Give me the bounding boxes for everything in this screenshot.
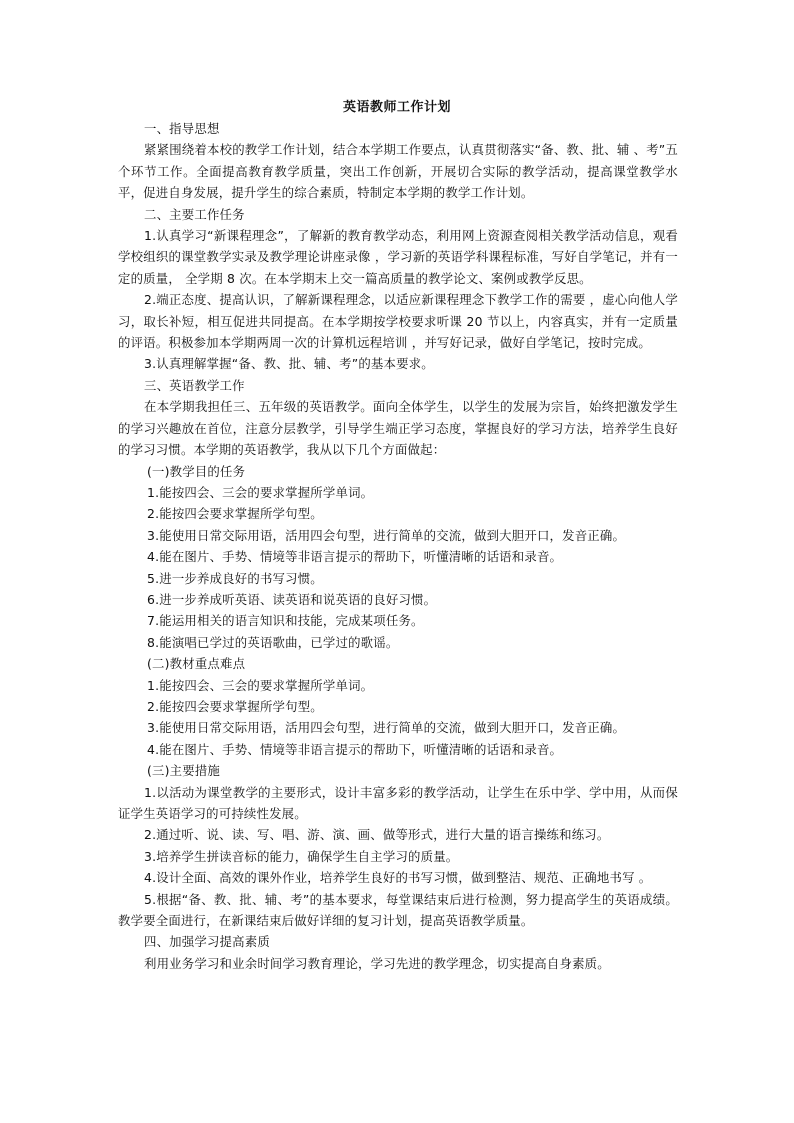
paragraph: 4.能在图片、手势、情境等非语言提示的帮助下，听懂清晰的话语和录音。 xyxy=(147,741,563,757)
paragraph: 4.设计全面、高效的课外作业，培养学生良好的书写习惯，做到整洁、规范、正确地书写 。 xyxy=(144,870,652,886)
paragraph: 5.根据“备、教、批、辅、考”的基本要求，每堂课结束后进行检测，努力提高学生的英语成绩。教学要全面进行，在新课结束后做好详细的复习计划，提高英语教学质量。 xyxy=(118,891,678,929)
paragraph: 6.进一步养成听英语、读英语和说英语的良好习惯。 xyxy=(147,591,437,607)
paragraph: (一)教学目的任务 xyxy=(147,463,246,479)
paragraph: 4.能在图片、手势、情境等非语言提示的帮助下，听懂清晰的话语和录音。 xyxy=(147,549,563,565)
paragraph: 2.端正态度、提高认识，了解新课程理念，以适应新课程理念下教学工作的需要 ，虚心向他人学习，取长补短，相互促进共同提高。在本学期按学校要求听课 20 节以上，内容真实，并有一定质量的评语。积极参加本学期两周一次的计算机远程培训 ，并写好记录，做好自学笔记，按时完成。 xyxy=(118,292,678,351)
paragraph: 5.进一步养成良好的书写习惯。 xyxy=(147,570,323,586)
paragraph: 紧紧围绕着本校的教学工作计划，结合本学期工作要点，认真贯彻落实“备、教、批、辅 、考”五个环节工作。全面提高教育教学质量，突出工作创新，开展切合实际的教学活动，提高课堂教学水平，促进自身发展，提升学生的综合素质，特制定本学期的教学工作计划。 xyxy=(118,142,678,201)
paragraph: 2.通过听、说、读、写、唱、游、演、画、做等形式，进行大量的语言操练和练习。 xyxy=(144,827,610,843)
paragraph: 一、指导思想 xyxy=(144,121,220,136)
paragraph: 8.能演唱已学过的英语歌曲，已学过的歌谣。 xyxy=(147,634,399,650)
paragraph: 7.能运用相关的语言知识和技能，完成某项任务。 xyxy=(147,613,424,629)
paragraph: 1.以活动为课堂教学的主要形式，设计丰富多彩的教学活动，让学生在乐中学、学中用，从而保证学生英语学习的可持续性发展。 xyxy=(118,784,678,821)
paragraph: (三)主要措施 xyxy=(147,763,221,779)
paragraph: 2.能按四会要求掌握所学句型。 xyxy=(147,698,323,714)
paragraph: 三、英语教学工作 xyxy=(144,377,245,393)
paragraph: (二)教材重点难点 xyxy=(147,656,246,672)
paragraph: 3.培养学生拼读音标的能力，确保学生自主学习的质量。 xyxy=(144,848,459,864)
paragraph: 四、加强学习提高素质 xyxy=(144,934,270,950)
document-body xyxy=(118,118,678,974)
paragraph: 3.能使用日常交际用语，活用四会句型，进行简单的交流，做到大胆开口，发音正确。 xyxy=(147,527,626,543)
paragraph: 利用业务学习和业余时间学习教育理论，学习先进的教学理念，切实提高自身素质。 xyxy=(144,955,610,971)
paragraph: 二、主要工作任务 xyxy=(144,206,245,222)
paragraph: 1.能按四会、三会的要求掌握所学单词。 xyxy=(147,484,374,500)
paragraph: 1.能按四会、三会的要求掌握所学单词。 xyxy=(147,677,374,693)
document-title: 英语教师工作计划 xyxy=(342,100,451,115)
paragraph: 3.认真理解掌握“备、教、批、辅、考”的基本要求。 xyxy=(144,356,434,372)
paragraph: 在本学期我担任三、五年级的英语教学。面向全体学生，以学生的发展为宗旨，始终把激发学生的学习兴趣放在首位，注意分层教学，引导学生端正学习态度，掌握良好的学习方法，培养学生良好的学习习惯。本学期的英语教学，我从以下几个方面做起： xyxy=(118,399,678,458)
paragraph: 3.能使用日常交际用语，活用四会句型，进行简单的交流，做到大胆开口，发音正确。 xyxy=(147,720,626,736)
paragraph: 1.认真学习“新课程理念”，了解新的教育教学动态，利用网上资源查阅相关教学活动信息，观看学校组织的课堂教学实录及教学理论讲座录像 ，学习新的英语学科课程标准，写好自学笔记，并有一定的质量， 全学期 8 次。在本学期末上交一篇高质量的教学论文、案例或教学反思。 xyxy=(118,228,678,286)
paragraph: 2.能按四会要求掌握所学句型。 xyxy=(147,506,323,522)
